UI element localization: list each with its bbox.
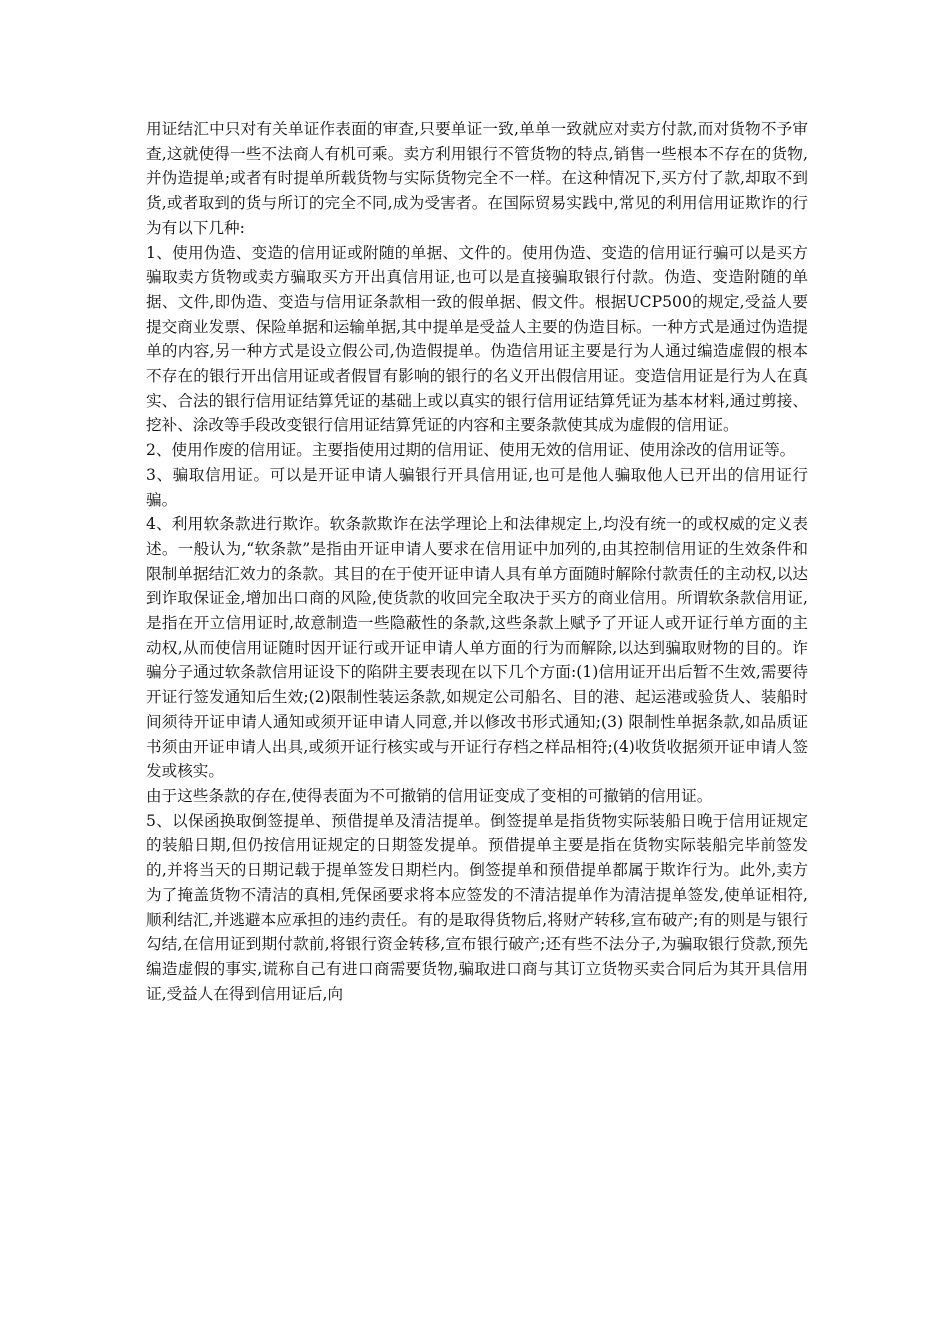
paragraph-item-4: 4、利用软条款进行欺诈。软条款欺诈在法学理论上和法律规定上,均没有统一的或权威的定义表述。一般认为,“软条款”是指由开证申请人要求在信用证中加列的,由其控制信用证的生效条件和限制单据结汇效力的条款。其目的在于使开证申请人具有单方面随时解除付款责任的主动权,以达到诈取保证金,增加出口商的风险,使货款的收回完全取决于买方的商业信用。所谓软条款信用证,是指在开立信用证时,故意制造一些隐蔽性的条款,这些条款上赋予了开证人或开证行单方面的主动权,从而使信用证随时因开证行或开证申请人单方面的行为而解除,以达到骗取财物的目的。诈骗分子通过软条款信用证设下的陷阱主要表现在以下几个方面:(1)信用证开出后暂不生效,需要待开证行签发通知后生效;(2)限制性装运条款,如规定公司船名、目的港、起运港或验货人、装船时间须待开证申请人通知或须开证申请人同意,并以修改书形式通知;(3) 限制性单据条款,如品质证书须由开证申请人出具,或须开证行核实或与开证行存档之样品相符;(4)收货收据须开证申请人签发或核实。: [146, 515, 808, 781]
paragraph-item-4-conclusion: 由于这些条款的存在,使得表面为不可撤销的信用证变成了变相的可撤销的信用证。: [146, 786, 713, 805]
paragraph-item-2: 2、使用作废的信用证。主要指使用过期的信用证、使用无效的信用证、使用涂改的信用证等。: [146, 441, 796, 460]
paragraph-item-1: 1、使用伪造、变造的信用证或附随的单据、文件的。使用伪造、变造的信用证行骗可以是买方骗取卖方货物或卖方骗取买方开出真信用证,也可以是直接骗取银行付款。伪造、变造附随的单据、文件,即伪造、变造与信用证条款相一致的假单据、假文件。根据UCP500的规定,受益人要提交商业发票、保险单据和运输单据,其中提单是受益人主要的伪造目标。一种方式是通过伪造提单的内容,另一种方式是设立假公司,伪造假提单。伪造信用证主要是行为人通过编造虚假的根本不存在的银行开出信用证或者假冒有影响的银行的名义开出假信用证。变造信用证是行为人在真实、合法的银行信用证结算凭证的基础上或以真实的银行信用证结算凭证为基本材料,通过剪接、挖补、涂改等手段改变银行信用证结算凭证的内容和主要条款使其成为虚假的信用证。: [146, 243, 808, 435]
paragraph-item-5: 5、以保函换取倒签提单、预借提单及清洁提单。倒签提单是指货物实际装船日晚于信用证规定的装船日期,但仍按信用证规定的日期签发提单。预借提单主要是指在货物实际装船完毕前签发的,并将当天的日期记载于提单签发日期栏内。倒签提单和预借提单都属于欺诈行为。此外,卖方为了掩盖货物不清洁的真相,凭保函要求将本应签发的不清洁提单作为清洁提单签发,使单证相符,顺利结汇,并逃避本应承担的违约责任。有的是取得货物后,将财产转移,宣布破产;有的则是与银行勾结,在信用证到期付款前,将银行资金转移,宣布银行破产;还有些不法分子,为骗取银行贷款,预先编造虚假的事实,谎称自己有进口商需要货物,骗取进口商与其订立货物买卖合同后为其开具信用证,受益人在得到信用证后,向: [146, 811, 808, 1003]
paragraph-intro: 用证结汇中只对有关单证作表面的审查,只要单证一致,单单一致就应对卖方付款,而对货物不予审查,这就使得一些不法商人有机可乘。卖方利用银行不管货物的特点,销售一些根本不存在的货物,并伪造提单;或者有时提单所载货物与实际货物完全不一样。在这种情况下,买方付了款,却取不到货,或者取到的货与所订的完全不同,成为受害者。在国际贸易实践中,常见的利用信用证欺诈的行为有以下几种:: [146, 120, 808, 237]
document-body: [146, 117, 808, 1006]
paragraph-item-3: 3、骗取信用证。可以是开证申请人骗银行开具信用证,也可是他人骗取他人已开出的信用证行骗。: [146, 465, 808, 509]
